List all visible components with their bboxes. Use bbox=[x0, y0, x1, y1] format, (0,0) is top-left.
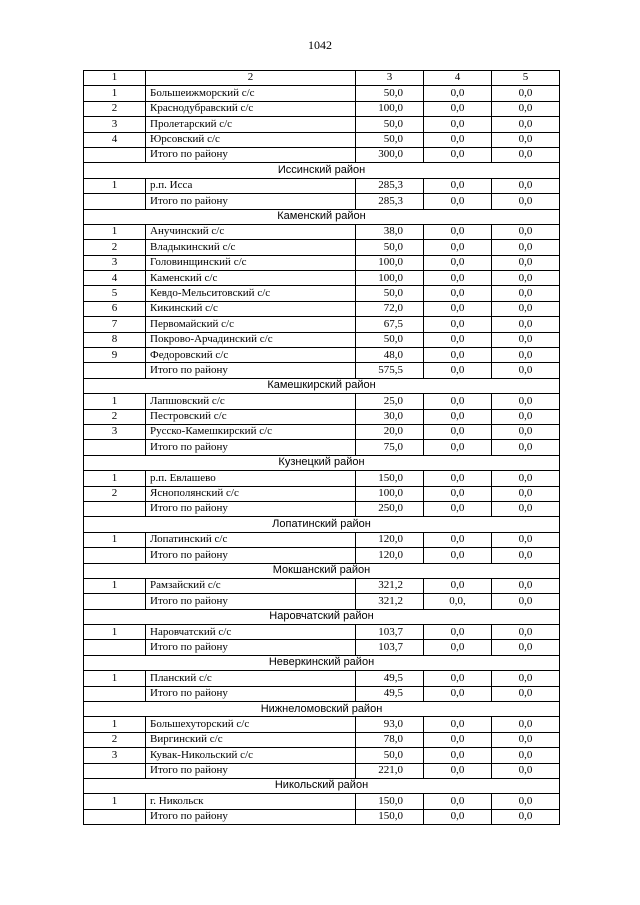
row-number: 9 bbox=[84, 348, 146, 363]
total-row bbox=[84, 363, 560, 378]
value-col4: 0,0 bbox=[424, 748, 492, 763]
row-number: 2 bbox=[84, 732, 146, 747]
district-title: Камешкирский район bbox=[84, 378, 560, 393]
row-number: 7 bbox=[84, 317, 146, 332]
value-col4: 0,0 bbox=[424, 86, 492, 101]
total-row bbox=[84, 640, 560, 655]
table-row bbox=[84, 671, 560, 686]
value-col5: 0,0 bbox=[492, 332, 560, 347]
row-number: 1 bbox=[84, 717, 146, 732]
value-col3: 50,0 bbox=[356, 117, 424, 132]
table-row bbox=[84, 301, 560, 316]
value-col4: 0,0 bbox=[424, 101, 492, 116]
value-col3: 50,0 bbox=[356, 86, 424, 101]
row-number bbox=[84, 501, 146, 516]
header-cell: 4 bbox=[424, 71, 492, 86]
row-number: 1 bbox=[84, 224, 146, 239]
value-col4: 0,0 bbox=[424, 286, 492, 301]
settlement-name: Планский с/с bbox=[146, 671, 356, 686]
value-col4: 0,0 bbox=[424, 794, 492, 809]
settlement-name: Федоровский с/с bbox=[146, 348, 356, 363]
value-col4: 0,0 bbox=[424, 717, 492, 732]
value-col4: 0,0 bbox=[424, 194, 492, 209]
value-col4: 0,0 bbox=[424, 132, 492, 147]
value-col4: 0,0 bbox=[424, 686, 492, 701]
value-col5: 0,0 bbox=[492, 271, 560, 286]
row-number bbox=[84, 363, 146, 378]
table-row bbox=[84, 101, 560, 116]
value-col5: 0,0 bbox=[492, 440, 560, 455]
value-col4: 0,0 bbox=[424, 317, 492, 332]
value-col3: 100,0 bbox=[356, 271, 424, 286]
settlement-name: Итого по району bbox=[146, 594, 356, 609]
district-title: Лопатинский район bbox=[84, 517, 560, 532]
table-row bbox=[84, 409, 560, 424]
value-col3: 78,0 bbox=[356, 732, 424, 747]
value-col3: 103,7 bbox=[356, 640, 424, 655]
value-col5: 0,0 bbox=[492, 578, 560, 593]
row-number bbox=[84, 147, 146, 162]
value-col5: 0,0 bbox=[492, 501, 560, 516]
value-col5: 0,0 bbox=[492, 625, 560, 640]
row-number: 1 bbox=[84, 625, 146, 640]
page-number: 1042 bbox=[308, 38, 332, 52]
table-row bbox=[84, 317, 560, 332]
value-col3: 103,7 bbox=[356, 625, 424, 640]
table-row bbox=[84, 394, 560, 409]
settlement-name: Кикинский с/с bbox=[146, 301, 356, 316]
table-header-row bbox=[84, 71, 560, 86]
district-header-row bbox=[84, 163, 560, 178]
value-col3: 49,5 bbox=[356, 671, 424, 686]
district-header-row bbox=[84, 563, 560, 578]
value-col3: 93,0 bbox=[356, 717, 424, 732]
district-header-row bbox=[84, 702, 560, 717]
value-col5: 0,0 bbox=[492, 255, 560, 270]
value-col3: 150,0 bbox=[356, 794, 424, 809]
settlement-name: Пестровский с/с bbox=[146, 409, 356, 424]
value-col4: 0,0 bbox=[424, 732, 492, 747]
value-col3: 321,2 bbox=[356, 578, 424, 593]
value-col5: 0,0 bbox=[492, 317, 560, 332]
value-col5: 0,0 bbox=[492, 794, 560, 809]
settlement-name: Пролетарский с/с bbox=[146, 117, 356, 132]
value-col4: 0,0 bbox=[424, 240, 492, 255]
value-col3: 250,0 bbox=[356, 501, 424, 516]
total-row bbox=[84, 194, 560, 209]
value-col5: 0,0 bbox=[492, 348, 560, 363]
settlement-name: Покрово-Арчадинский с/с bbox=[146, 332, 356, 347]
header-cell: 3 bbox=[356, 71, 424, 86]
value-col5: 0,0 bbox=[492, 178, 560, 193]
settlement-name: Головинщинский с/с bbox=[146, 255, 356, 270]
row-number: 5 bbox=[84, 286, 146, 301]
settlement-name: Краснодубравский с/с bbox=[146, 101, 356, 116]
row-number: 1 bbox=[84, 394, 146, 409]
settlement-name: Лапшовский с/с bbox=[146, 394, 356, 409]
value-col5: 0,0 bbox=[492, 763, 560, 778]
row-number: 2 bbox=[84, 101, 146, 116]
value-col5: 0,0 bbox=[492, 394, 560, 409]
settlement-name: Итого по району bbox=[146, 640, 356, 655]
row-number: 3 bbox=[84, 748, 146, 763]
value-col5: 0,0 bbox=[492, 717, 560, 732]
row-number bbox=[84, 594, 146, 609]
value-col5: 0,0 bbox=[492, 809, 560, 824]
table-row bbox=[84, 117, 560, 132]
table-row bbox=[84, 286, 560, 301]
district-header-row bbox=[84, 655, 560, 670]
settlement-name: Кевдо-Мельситовский с/с bbox=[146, 286, 356, 301]
value-col4: 0,0 bbox=[424, 809, 492, 824]
row-number bbox=[84, 548, 146, 563]
value-col4: 0,0 bbox=[424, 394, 492, 409]
value-col3: 100,0 bbox=[356, 255, 424, 270]
value-col3: 67,5 bbox=[356, 317, 424, 332]
value-col4: 0,0 bbox=[424, 625, 492, 640]
header-cell: 1 bbox=[84, 71, 146, 86]
value-col4: 0,0 bbox=[424, 348, 492, 363]
value-col4: 0,0 bbox=[424, 117, 492, 132]
value-col5: 0,0 bbox=[492, 471, 560, 486]
settlement-name: Каменский с/с bbox=[146, 271, 356, 286]
row-number: 2 bbox=[84, 409, 146, 424]
value-col5: 0,0 bbox=[492, 424, 560, 439]
settlement-name: Итого по району bbox=[146, 686, 356, 701]
district-title: Кузнецкий район bbox=[84, 455, 560, 470]
row-number: 1 bbox=[84, 794, 146, 809]
value-col5: 0,0 bbox=[492, 86, 560, 101]
value-col3: 120,0 bbox=[356, 548, 424, 563]
table-row bbox=[84, 271, 560, 286]
value-col5: 0,0 bbox=[492, 363, 560, 378]
value-col3: 30,0 bbox=[356, 409, 424, 424]
total-row bbox=[84, 686, 560, 701]
value-col4: 0,0 bbox=[424, 548, 492, 563]
value-col4: 0,0 bbox=[424, 501, 492, 516]
header-cell: 2 bbox=[146, 71, 356, 86]
settlement-name: Наровчатский с/с bbox=[146, 625, 356, 640]
table-row bbox=[84, 348, 560, 363]
value-col5: 0,0 bbox=[492, 548, 560, 563]
settlement-name: р.п. Евлашево bbox=[146, 471, 356, 486]
district-title: Наровчатский район bbox=[84, 609, 560, 624]
value-col3: 50,0 bbox=[356, 748, 424, 763]
district-title: Неверкинский район bbox=[84, 655, 560, 670]
settlement-name: Итого по району bbox=[146, 501, 356, 516]
row-number bbox=[84, 809, 146, 824]
value-col4: 0,0 bbox=[424, 147, 492, 162]
district-title: Иссинский район bbox=[84, 163, 560, 178]
row-number bbox=[84, 440, 146, 455]
row-number: 1 bbox=[84, 178, 146, 193]
row-number: 6 bbox=[84, 301, 146, 316]
table-row bbox=[84, 255, 560, 270]
settlement-name: Итого по району bbox=[146, 763, 356, 778]
settlement-name: Юрсовский с/с bbox=[146, 132, 356, 147]
value-col4: 0,0 bbox=[424, 301, 492, 316]
total-row bbox=[84, 440, 560, 455]
settlement-name: Итого по району bbox=[146, 363, 356, 378]
district-header-row bbox=[84, 455, 560, 470]
value-col5: 0,0 bbox=[492, 224, 560, 239]
value-col3: 150,0 bbox=[356, 809, 424, 824]
value-col3: 72,0 bbox=[356, 301, 424, 316]
table-row bbox=[84, 424, 560, 439]
value-col5: 0,0 bbox=[492, 286, 560, 301]
settlement-name: Владыкинский с/с bbox=[146, 240, 356, 255]
value-col5: 0,0 bbox=[492, 748, 560, 763]
settlement-name: Анучинский с/с bbox=[146, 224, 356, 239]
value-col4: 0,0 bbox=[424, 178, 492, 193]
value-col5: 0,0 bbox=[492, 640, 560, 655]
value-col3: 50,0 bbox=[356, 240, 424, 255]
value-col4: 0,0, bbox=[424, 594, 492, 609]
row-number: 1 bbox=[84, 86, 146, 101]
district-title: Каменский район bbox=[84, 209, 560, 224]
total-row bbox=[84, 594, 560, 609]
total-row bbox=[84, 763, 560, 778]
settlement-name: Яснополянский с/с bbox=[146, 486, 356, 501]
value-col3: 20,0 bbox=[356, 424, 424, 439]
value-col3: 100,0 bbox=[356, 486, 424, 501]
value-col4: 0,0 bbox=[424, 486, 492, 501]
settlement-name: Итого по району bbox=[146, 440, 356, 455]
district-header-row bbox=[84, 517, 560, 532]
settlement-name: Кувак-Никольский с/с bbox=[146, 748, 356, 763]
value-col4: 0,0 bbox=[424, 255, 492, 270]
row-number: 3 bbox=[84, 424, 146, 439]
table-row bbox=[84, 732, 560, 747]
value-col5: 0,0 bbox=[492, 671, 560, 686]
value-col5: 0,0 bbox=[492, 240, 560, 255]
value-col3: 38,0 bbox=[356, 224, 424, 239]
row-number: 1 bbox=[84, 671, 146, 686]
settlement-name: Русско-Камешкирский с/с bbox=[146, 424, 356, 439]
value-col3: 75,0 bbox=[356, 440, 424, 455]
row-number: 2 bbox=[84, 486, 146, 501]
table-row bbox=[84, 748, 560, 763]
value-col5: 0,0 bbox=[492, 409, 560, 424]
settlement-name: Рамзайский с/с bbox=[146, 578, 356, 593]
value-col5: 0,0 bbox=[492, 147, 560, 162]
table-row bbox=[84, 578, 560, 593]
value-col5: 0,0 bbox=[492, 594, 560, 609]
settlement-name: р.п. Исса bbox=[146, 178, 356, 193]
table-row bbox=[84, 86, 560, 101]
value-col3: 48,0 bbox=[356, 348, 424, 363]
district-title: Никольский район bbox=[84, 778, 560, 793]
table-row bbox=[84, 132, 560, 147]
settlement-name: Виргинский с/с bbox=[146, 732, 356, 747]
settlement-name: Большеижморский с/с bbox=[146, 86, 356, 101]
table-row bbox=[84, 240, 560, 255]
value-col4: 0,0 bbox=[424, 532, 492, 547]
value-col5: 0,0 bbox=[492, 117, 560, 132]
settlement-name: Первомайский с/с bbox=[146, 317, 356, 332]
district-header-row bbox=[84, 209, 560, 224]
settlement-name: Итого по району bbox=[146, 194, 356, 209]
value-col5: 0,0 bbox=[492, 301, 560, 316]
value-col3: 100,0 bbox=[356, 101, 424, 116]
row-number: 2 bbox=[84, 240, 146, 255]
total-row bbox=[84, 501, 560, 516]
total-row bbox=[84, 548, 560, 563]
value-col3: 25,0 bbox=[356, 394, 424, 409]
value-col3: 300,0 bbox=[356, 147, 424, 162]
row-number: 4 bbox=[84, 271, 146, 286]
district-header-row bbox=[84, 378, 560, 393]
row-number: 1 bbox=[84, 471, 146, 486]
row-number: 1 bbox=[84, 578, 146, 593]
total-row bbox=[84, 809, 560, 824]
row-number: 4 bbox=[84, 132, 146, 147]
value-col5: 0,0 bbox=[492, 732, 560, 747]
table-row bbox=[84, 532, 560, 547]
row-number: 3 bbox=[84, 117, 146, 132]
settlement-name: Итого по району bbox=[146, 147, 356, 162]
row-number: 3 bbox=[84, 255, 146, 270]
table-row bbox=[84, 717, 560, 732]
table-row bbox=[84, 794, 560, 809]
table-row bbox=[84, 332, 560, 347]
value-col3: 50,0 bbox=[356, 332, 424, 347]
value-col4: 0,0 bbox=[424, 424, 492, 439]
value-col4: 0,0 bbox=[424, 578, 492, 593]
value-col4: 0,0 bbox=[424, 332, 492, 347]
row-number: 1 bbox=[84, 532, 146, 547]
value-col5: 0,0 bbox=[492, 486, 560, 501]
value-col4: 0,0 bbox=[424, 440, 492, 455]
value-col5: 0,0 bbox=[492, 101, 560, 116]
settlement-name: Итого по району bbox=[146, 809, 356, 824]
value-col4: 0,0 bbox=[424, 763, 492, 778]
value-col3: 120,0 bbox=[356, 532, 424, 547]
value-col3: 221,0 bbox=[356, 763, 424, 778]
value-col5: 0,0 bbox=[492, 686, 560, 701]
district-header-row bbox=[84, 609, 560, 624]
value-col3: 49,5 bbox=[356, 686, 424, 701]
value-col3: 285,3 bbox=[356, 178, 424, 193]
row-number: 8 bbox=[84, 332, 146, 347]
value-col4: 0,0 bbox=[424, 224, 492, 239]
value-col3: 150,0 bbox=[356, 471, 424, 486]
header-cell: 5 bbox=[492, 71, 560, 86]
value-col3: 50,0 bbox=[356, 286, 424, 301]
value-col4: 0,0 bbox=[424, 271, 492, 286]
table-row bbox=[84, 486, 560, 501]
value-col3: 575,5 bbox=[356, 363, 424, 378]
value-col4: 0,0 bbox=[424, 471, 492, 486]
total-row bbox=[84, 147, 560, 162]
table-row bbox=[84, 625, 560, 640]
row-number bbox=[84, 763, 146, 778]
value-col3: 321,2 bbox=[356, 594, 424, 609]
row-number bbox=[84, 194, 146, 209]
value-col3: 285,3 bbox=[356, 194, 424, 209]
settlement-name: Большехуторский с/с bbox=[146, 717, 356, 732]
settlement-name: Лопатинский с/с bbox=[146, 532, 356, 547]
table-row bbox=[84, 471, 560, 486]
district-title: Нижнеломовский район bbox=[84, 702, 560, 717]
value-col3: 50,0 bbox=[356, 132, 424, 147]
value-col5: 0,0 bbox=[492, 194, 560, 209]
row-number bbox=[84, 640, 146, 655]
value-col5: 0,0 bbox=[492, 132, 560, 147]
value-col4: 0,0 bbox=[424, 363, 492, 378]
district-table bbox=[83, 70, 560, 825]
row-number bbox=[84, 686, 146, 701]
table-row bbox=[84, 178, 560, 193]
value-col4: 0,0 bbox=[424, 671, 492, 686]
value-col4: 0,0 bbox=[424, 409, 492, 424]
district-title: Мокшанский район bbox=[84, 563, 560, 578]
settlement-name: Итого по району bbox=[146, 548, 356, 563]
table-row bbox=[84, 224, 560, 239]
settlement-name: г. Никольск bbox=[146, 794, 356, 809]
district-header-row bbox=[84, 778, 560, 793]
value-col4: 0,0 bbox=[424, 640, 492, 655]
value-col5: 0,0 bbox=[492, 532, 560, 547]
